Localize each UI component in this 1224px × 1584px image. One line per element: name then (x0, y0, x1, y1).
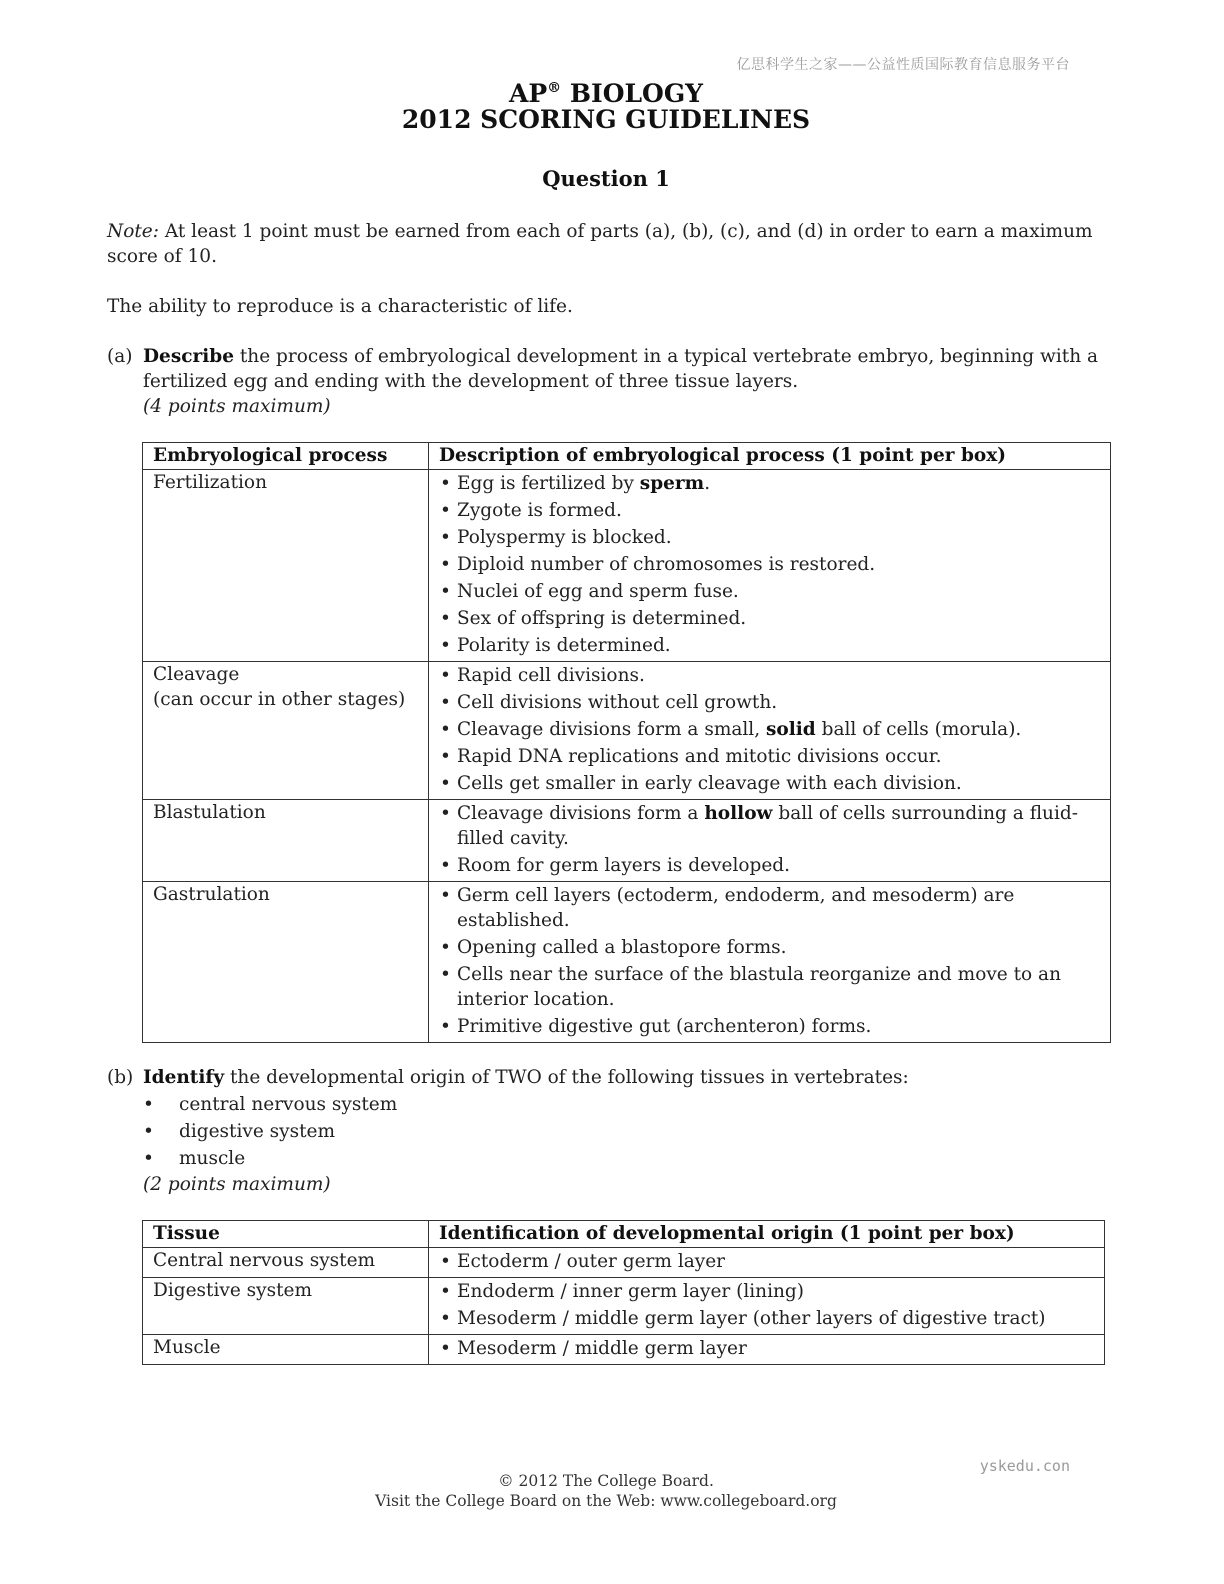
list-item: • digestive system (143, 1118, 1107, 1145)
list-item (439, 853, 1101, 878)
title-line-2: 2012 SCORING GUIDELINES (401, 105, 811, 134)
origin-cell (429, 1335, 1105, 1365)
part-a-verb: Describe (143, 346, 234, 367)
tissue-origin-table-body (143, 1248, 1105, 1365)
table-row (143, 1248, 1105, 1278)
list-item: • Mesoderm / middle germ layer (439, 1336, 1095, 1361)
list-item: • Ectoderm / outer germ layer (439, 1249, 1095, 1274)
description-list (439, 882, 1101, 1042)
list-item (439, 498, 1101, 523)
list-item (439, 744, 1101, 769)
description-cell (429, 662, 1111, 800)
bullet-text: ball of cells (morula). (815, 719, 1022, 740)
description-list (439, 470, 1101, 661)
part-b-label: (b) (107, 1067, 134, 1088)
title-ap: AP (508, 79, 548, 108)
description-cell (429, 470, 1111, 662)
column-header: Description of embryological process (1 point per box) (429, 443, 1111, 470)
bullet-emphasis: hollow (704, 803, 773, 824)
bullet-text: Germ cell layers (ectoderm, endoderm, and mesoderm) are established. (457, 885, 1015, 931)
list-item (439, 771, 1101, 796)
intro-paragraph: The ability to reproduce is a characteristic of life. (107, 296, 573, 317)
part-b-verb: Identify (143, 1067, 225, 1088)
description-list (439, 662, 1101, 799)
note-text: At least 1 point must be earned from each of parts (a), (b), (c), and (d) in order to earn a maximum score of 10. (107, 221, 1093, 267)
list-item: • muscle (143, 1145, 1107, 1172)
watermark-bottom: yskedu.con (979, 1457, 1070, 1475)
bullet-text: Cells get smaller in early cleavage with each division. (457, 773, 962, 794)
footer-copyright: © 2012 The College Board. (498, 1472, 714, 1490)
list-item (439, 663, 1101, 688)
part-a-prompt (107, 344, 1107, 419)
list-item (439, 552, 1101, 577)
bullet-text: Zygote is formed. (457, 500, 622, 521)
bullet-text: Opening called a blastopore forms. (457, 937, 787, 958)
column-header: Identification of developmental origin (1 point per box) (429, 1221, 1105, 1248)
table-row (143, 662, 1111, 800)
description-cell (429, 800, 1111, 882)
part-a-label: (a) (107, 346, 133, 367)
note-paragraph (107, 219, 1097, 269)
list-item (439, 471, 1101, 496)
list-item: • central nervous system (143, 1091, 1107, 1118)
part-b-text: the developmental origin of TWO of the following tissues in vertebrates: (224, 1067, 909, 1088)
watermark-top: 亿思科学生之家——公益性质国际教育信息服务平台 (736, 57, 1070, 73)
tissue-list (143, 1091, 1107, 1172)
tissue-cell: Digestive system (143, 1278, 429, 1335)
process-name: Cleavage (153, 664, 240, 685)
bullet-text: Polarity is determined. (457, 635, 671, 656)
list-item (439, 690, 1101, 715)
description-cell (429, 882, 1111, 1043)
table-header-row (143, 443, 1111, 470)
embryology-table-body (143, 470, 1111, 1043)
process-cell (143, 662, 429, 800)
table-row (143, 1278, 1105, 1335)
bullet-text: Rapid DNA replications and mitotic divisions occur. (457, 746, 942, 767)
embryology-table (142, 442, 1111, 1043)
origin-cell (429, 1248, 1105, 1278)
column-header: Tissue (143, 1221, 429, 1248)
list-item (439, 633, 1101, 658)
origin-list (439, 1278, 1095, 1334)
list-item (439, 606, 1101, 631)
list-item: • Mesoderm / middle germ layer (other layers of digestive tract) (439, 1306, 1095, 1331)
tissue-cell: Central nervous system (143, 1248, 429, 1278)
bullet-text: ball of cells surrounding a fluid-filled cavity. (457, 803, 1078, 849)
list-item: • Endoderm / inner germ layer (lining) (439, 1279, 1095, 1304)
list-item (439, 801, 1101, 851)
bullet-emphasis: solid (766, 719, 816, 740)
tissue-cell: Muscle (143, 1335, 429, 1365)
table-row (143, 1335, 1105, 1365)
process-note: (can occur in other stages) (153, 689, 406, 710)
part-b-max: (2 points maximum) (143, 1174, 331, 1195)
process-cell (143, 470, 429, 662)
bullet-text: Cells near the surface of the blastula reorganize and move to an interior location. (457, 964, 1062, 1010)
bullet-emphasis: sperm (639, 473, 705, 494)
bullet-text: Cleavage divisions form a small, (457, 719, 766, 740)
list-item (439, 579, 1101, 604)
list-item (439, 1014, 1101, 1039)
list-item (439, 717, 1101, 742)
list-item (439, 883, 1101, 933)
table-row (143, 800, 1111, 882)
bullet-text: Room for germ layers is developed. (457, 855, 791, 876)
origin-list (439, 1335, 1095, 1364)
bullet-text: Polyspermy is blocked. (457, 527, 672, 548)
list-item (439, 525, 1101, 550)
table-row (143, 882, 1111, 1043)
process-cell (143, 882, 429, 1043)
part-a-max: (4 points maximum) (143, 396, 331, 417)
table-row (143, 470, 1111, 662)
list-item (439, 962, 1101, 1012)
bullet-text: Cell divisions without cell growth. (457, 692, 778, 713)
note-label: Note: (107, 221, 159, 242)
part-b-prompt (107, 1065, 1107, 1197)
question-title: Question 1 (542, 166, 670, 191)
title-subject: BIOLOGY (561, 79, 704, 108)
tissue-origin-table (142, 1220, 1105, 1365)
table-header-row (143, 1221, 1105, 1248)
process-name: Gastrulation (153, 884, 270, 905)
process-name: Fertilization (153, 472, 267, 493)
bullet-text: Diploid number of chromosomes is restored. (457, 554, 876, 575)
part-a-text: the process of embryological development in a typical vertebrate embryo, beginning with a fertilized egg and ending with the development of three tissue layers. (143, 346, 1099, 392)
description-list (439, 800, 1101, 881)
process-name: Blastulation (153, 802, 266, 823)
bullet-text: . (704, 473, 711, 494)
origin-list (439, 1248, 1095, 1277)
bullet-text: Cleavage divisions form a (457, 803, 705, 824)
bullet-text: Egg is fertilized by (457, 473, 640, 494)
bullet-text: Rapid cell divisions. (457, 665, 645, 686)
footer-website: Visit the College Board on the Web: www.collegeboard.org (375, 1492, 837, 1510)
bullet-text: Primitive digestive gut (archenteron) forms. (457, 1016, 872, 1037)
process-cell (143, 800, 429, 882)
column-header: Embryological process (143, 443, 429, 470)
registered-mark: ® (547, 80, 562, 96)
bullet-text: Sex of offspring is determined. (457, 608, 747, 629)
list-item (439, 935, 1101, 960)
bullet-text: Nuclei of egg and sperm fuse. (457, 581, 739, 602)
origin-cell (429, 1278, 1105, 1335)
